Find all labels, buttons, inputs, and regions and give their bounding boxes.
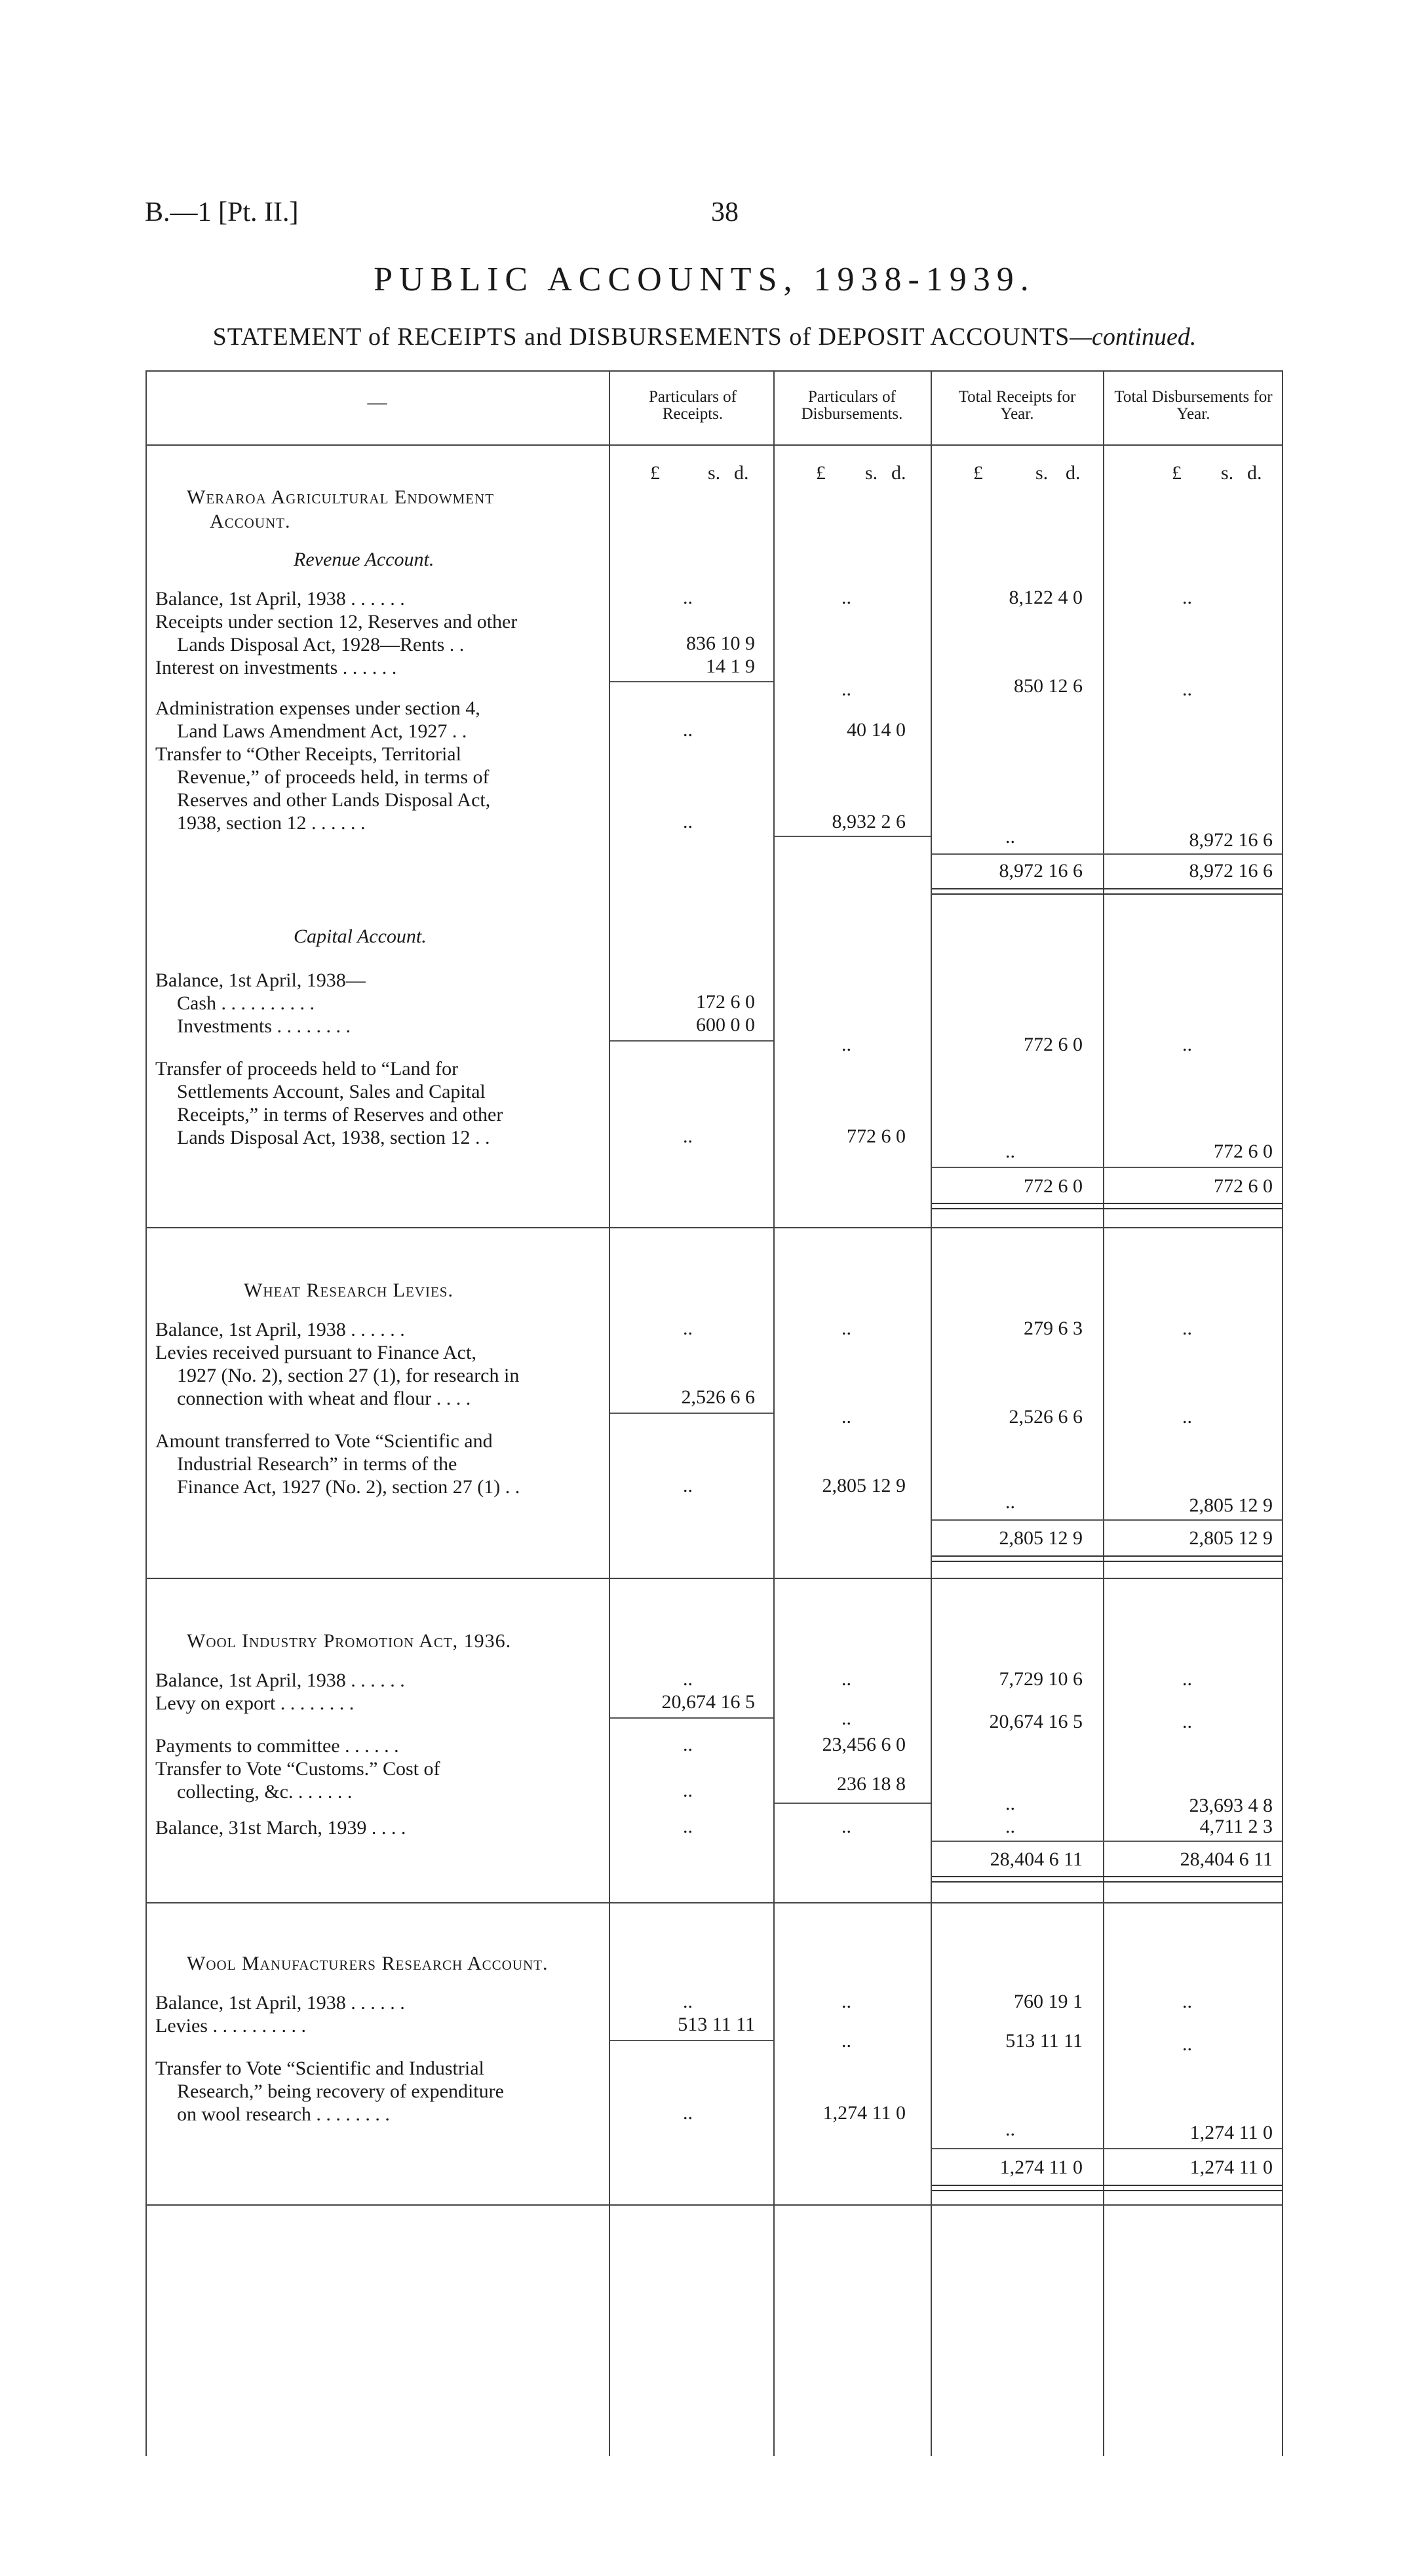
weraroa-cash-label: Cash . . . . . . . . . .: [177, 992, 315, 1014]
wheat-total-rule: [932, 1519, 1282, 1521]
header-receipts: Particulars of Receipts.: [649, 388, 737, 423]
weraroa-capital-heading: Capital Account.: [294, 926, 427, 947]
weraroa-capital-grand-receipts: 772 6 0: [1024, 1175, 1083, 1197]
weraroa-transfer-label-3: Reserves and other Lands Disposal Act,: [177, 789, 491, 811]
weraroa-transfer-amount: 8,932 2 6: [832, 811, 906, 832]
unit-d-receipts: d.: [734, 462, 749, 484]
header-disbursements: Particulars of Disbursements.: [801, 388, 903, 423]
wool-manufacturers-balance-receipts-ditto: ..: [683, 1991, 693, 2012]
wool-industry-balance-end-disb-ditto: ..: [841, 1816, 851, 1837]
wheat-grand-disb: 2,805 12 9: [1189, 1527, 1273, 1549]
weraroa-disb-subtotal-rule: [775, 836, 931, 837]
weraroa-admin-receipts-ditto: ..: [683, 719, 693, 741]
weraroa-investments-amount: 600 0 0: [696, 1014, 755, 1036]
section-divider-wheat: [145, 1227, 1283, 1228]
weraroa-admin-label-1: Administration expenses under section 4,: [155, 697, 480, 719]
weraroa-transfer-total-receipts-ditto: ..: [1005, 826, 1015, 848]
wool-industry-balance-disb-ditto: ..: [841, 1668, 851, 1690]
wool-industry-transfer-receipts-ditto: ..: [683, 1780, 693, 1801]
weraroa-capital-grand-disb: 772 6 0: [1214, 1175, 1273, 1197]
wool-manufacturers-levies-amount: 513 11 11: [678, 2014, 755, 2035]
wheat-receipts-rule: [610, 1413, 773, 1414]
weraroa-capital-total-disb: 772 6 0: [1214, 1141, 1273, 1162]
wool-industry-balance-total-disb-ditto: ..: [1182, 1668, 1192, 1690]
wool-manufacturers-total-levies: 513 11 11: [1005, 2030, 1083, 2052]
weraroa-capital-transfer-label-2: Settlements Account, Sales and Capital: [177, 1081, 486, 1103]
table-left-border: [145, 370, 147, 2456]
wheat-balance-label: Balance, 1st April, 1938 . . . . . .: [155, 1319, 405, 1340]
unit-s-receipts: s.: [708, 462, 721, 484]
table-right-border: [1282, 370, 1283, 2456]
wheat-total-balance: 279 6 3: [1024, 1317, 1083, 1339]
wool-industry-disb-rule: [775, 1803, 931, 1804]
wool-industry-balance-receipts-ditto: ..: [683, 1668, 693, 1690]
section-divider-wool-manufacturers: [145, 1902, 1283, 1903]
unit-d-total-disbursements: d.: [1247, 462, 1262, 484]
column-divider-total-receipts: [931, 370, 932, 2456]
wool-manufacturers-total-disb: 1,274 11 0: [1189, 2122, 1273, 2143]
wool-industry-balance-end-label: Balance, 31st March, 1939 . . . .: [155, 1817, 406, 1839]
weraroa-interest-amount: 14 1 9: [706, 655, 755, 677]
weraroa-capital-transfer-label-3: Receipts,” in terms of Reserves and other: [177, 1104, 503, 1125]
weraroa-rents-amount: 836 10 9: [686, 633, 755, 654]
header-total-disbursements: Total Disbursements for Year.: [1114, 388, 1273, 423]
weraroa-transfer-label-1: Transfer to “Other Receipts, Territorial: [155, 743, 461, 765]
weraroa-heading-line1: Weraroa Agricultural Endowment: [187, 486, 495, 508]
wheat-balance-receipts-ditto: ..: [683, 1317, 693, 1339]
wheat-total-disb: 2,805 12 9: [1189, 1494, 1273, 1516]
weraroa-balance-receipts-ditto: ..: [683, 587, 693, 608]
wool-manufacturers-balance-disb-ditto: ..: [841, 1991, 851, 2012]
weraroa-receipts-subtotal-rule: [610, 681, 773, 682]
table-bottom-rule: [145, 2204, 1283, 2206]
unit-pound-receipts: £: [650, 462, 660, 484]
weraroa-capital-transfer-label-4: Lands Disposal Act, 1938, section 12 . .: [177, 1127, 490, 1148]
weraroa-capital-double-rule: [932, 1203, 1282, 1209]
wool-manufacturers-total-rule: [932, 2148, 1282, 2149]
weraroa-investments-total-disb-ditto: ..: [1182, 1034, 1192, 1055]
weraroa-capital-receipts-rule: [610, 1040, 773, 1042]
weraroa-grand-receipts: 8,972 16 6: [999, 860, 1083, 882]
wool-manufacturers-double-rule: [932, 2185, 1282, 2191]
wool-manufacturers-transfer-amount: 1,274 11 0: [822, 2102, 906, 2124]
weraroa-transfer-receipts-ditto: ..: [683, 811, 693, 832]
weraroa-receipts-label-1: Receipts under section 12, Reserves and other: [155, 611, 518, 633]
unit-d-disbursements: d.: [891, 462, 906, 484]
wheat-amount-total-receipts-ditto: ..: [1005, 1491, 1015, 1513]
statement-subtitle: [0, 322, 1409, 351]
weraroa-capital-transfer-amount: 772 6 0: [847, 1125, 906, 1147]
column-divider-disbursements: [773, 370, 775, 2456]
weraroa-transfer-label-2: Revenue,” of proceeds held, in terms of: [177, 766, 490, 788]
wool-manufacturers-transfer-label-3: on wool research . . . . . . . .: [177, 2103, 390, 2125]
unit-s-total-receipts: s.: [1035, 462, 1049, 484]
weraroa-grand-disb: 8,972 16 6: [1189, 860, 1273, 882]
unit-d-total-receipts: d.: [1066, 462, 1081, 484]
weraroa-total-receipts: 850 12 6: [1014, 675, 1083, 697]
weraroa-interest-label: Interest on investments . . . . . .: [155, 657, 397, 678]
unit-pound-disbursements: £: [816, 462, 826, 484]
wool-industry-balance-label: Balance, 1st April, 1938 . . . . . .: [155, 1669, 405, 1691]
wool-manufacturers-grand-receipts: 1,274 11 0: [999, 2156, 1083, 2178]
subtitle-suffix: —continued.: [1070, 323, 1197, 351]
wool-industry-transfer-label-2: collecting, &c. . . . . . .: [177, 1781, 353, 1803]
wheat-transfer-amount: 2,805 12 9: [822, 1475, 906, 1496]
weraroa-capital-total-receipts: 772 6 0: [1024, 1034, 1083, 1055]
wheat-heading: Wheat Research Levies.: [244, 1279, 454, 1301]
wheat-total-levies: 2,526 6 6: [1009, 1406, 1083, 1428]
weraroa-investments-label: Investments . . . . . . . .: [177, 1015, 351, 1037]
wool-industry-payments-receipts-ditto: ..: [683, 1734, 693, 1755]
wheat-levies-label-2: 1927 (No. 2), section 27 (1), for research in: [177, 1365, 520, 1386]
wheat-levies-label-1: Levies received pursuant to Finance Act,: [155, 1342, 476, 1363]
wool-industry-payments-amount: 23,456 6 0: [822, 1734, 906, 1755]
weraroa-balance-total-disb-ditto: ..: [1182, 587, 1192, 608]
wool-manufacturers-balance-total-disb-ditto: ..: [1182, 1991, 1192, 2012]
deposit-accounts-table: [145, 370, 1284, 2576]
wool-industry-heading: Wool Industry Promotion Act, 1936.: [187, 1630, 512, 1652]
header-bottom-rule: [145, 444, 1283, 446]
wool-industry-levy-total-disb-ditto: ..: [1182, 1711, 1192, 1732]
wheat-amount-label-2: Industrial Research” in terms of the: [177, 1453, 457, 1475]
unit-pound-total-receipts: £: [973, 462, 983, 484]
wheat-levies-disb-ditto: ..: [841, 1406, 851, 1428]
wool-industry-balance-end-amount: 4,711 2 3: [1199, 1816, 1273, 1837]
weraroa-capital-transfer-receipts-ditto: ..: [683, 1125, 693, 1147]
weraroa-investments-disb-ditto: ..: [841, 1034, 851, 1055]
wool-industry-total-disb: 23,693 4 8: [1189, 1795, 1273, 1816]
wool-manufacturers-transfer-label-2: Research,” being recovery of expenditure: [177, 2080, 504, 2102]
weraroa-revenue-heading: Revenue Account.: [294, 549, 434, 570]
weraroa-balance-disb-ditto: ..: [841, 587, 851, 608]
wool-industry-balance-end-total-receipts-ditto: ..: [1005, 1816, 1015, 1837]
weraroa-balance-label: Balance, 1st April, 1938 . . . . . .: [155, 588, 405, 610]
wheat-amount-label-3: Finance Act, 1927 (No. 2), section 27 (1) . .: [177, 1476, 520, 1498]
wool-manufacturers-grand-disb: 1,274 11 0: [1189, 2156, 1273, 2178]
wool-industry-total-rule: [932, 1841, 1282, 1842]
weraroa-admin-label-2: Land Laws Amendment Act, 1927 . .: [177, 720, 467, 742]
wheat-double-rule: [932, 1555, 1282, 1562]
weraroa-revenue-double-rule: [932, 888, 1282, 895]
unit-pound-total-disbursements: £: [1172, 462, 1182, 484]
weraroa-total-disb: 8,972 16 6: [1189, 829, 1273, 851]
unit-s-total-disbursements: s.: [1221, 462, 1234, 484]
wool-industry-levy-label: Levy on export . . . . . . . .: [155, 1692, 355, 1714]
wool-manufacturers-balance-label: Balance, 1st April, 1938 . . . . . .: [155, 1992, 405, 2014]
wool-industry-grand-receipts: 28,404 6 11: [990, 1848, 1083, 1870]
wool-manufacturers-receipts-rule: [610, 2040, 773, 2041]
column-divider-total-disbursements: [1103, 370, 1104, 2456]
document-id: B.—1 [Pt. II.]: [145, 197, 299, 227]
page-number: 38: [711, 197, 739, 227]
wheat-levies-label-3: connection with wheat and flour . . . .: [177, 1388, 471, 1409]
wool-manufacturers-levies-disb-ditto: ..: [841, 2030, 851, 2052]
header-total-receipts: Total Receipts for Year.: [958, 388, 1076, 423]
weraroa-revenue-total-rule: [932, 853, 1282, 855]
wool-industry-receipts-rule: [610, 1717, 773, 1719]
section-divider-wool-industry: [145, 1578, 1283, 1579]
weraroa-interest-total-disb-ditto: ..: [1182, 678, 1192, 700]
weraroa-interest-disb-ditto: ..: [841, 678, 851, 700]
weraroa-total-balance: 8,122 4 0: [1009, 587, 1083, 608]
wheat-amount-receipts-ditto: ..: [683, 1475, 693, 1496]
page-title: PUBLIC ACCOUNTS, 1938-1939.: [374, 261, 1035, 298]
weraroa-transfer-label-4: 1938, section 12 . . . . . .: [177, 812, 366, 834]
wheat-levies-amount: 2,526 6 6: [681, 1386, 755, 1408]
wool-manufacturers-transfer-total-receipts-ditto: ..: [1005, 2118, 1015, 2140]
wool-manufacturers-transfer-receipts-ditto: ..: [683, 2102, 693, 2124]
header-description: —: [367, 391, 387, 413]
wool-industry-transfer-total-receipts-ditto: ..: [1005, 1793, 1015, 1814]
wool-industry-levy-disb-ditto: ..: [841, 1708, 851, 1729]
weraroa-capital-transfer-label-1: Transfer of proceeds held to “Land for: [155, 1058, 459, 1080]
weraroa-admin-amount: 40 14 0: [847, 719, 906, 741]
subtitle-main: STATEMENT of RECEIPTS and DISBURSEMENTS of DEPOSIT ACCOUNTS: [212, 323, 1070, 351]
header-top-rule: [145, 370, 1283, 372]
wheat-levies-total-disb-ditto: ..: [1182, 1406, 1192, 1428]
wheat-balance-total-disb-ditto: ..: [1182, 1317, 1192, 1339]
wool-industry-grand-disb: 28,404 6 11: [1180, 1848, 1273, 1870]
weraroa-heading-line2: Account.: [210, 511, 291, 532]
weraroa-cash-amount: 172 6 0: [696, 991, 755, 1013]
wool-manufacturers-total-balance: 760 19 1: [1014, 1991, 1083, 2012]
weraroa-receipts-label-2: Lands Disposal Act, 1928—Rents . .: [177, 634, 465, 655]
wheat-grand-receipts: 2,805 12 9: [999, 1527, 1083, 1549]
wool-manufacturers-levies-label: Levies . . . . . . . . . .: [155, 2015, 306, 2037]
wheat-amount-label-1: Amount transferred to Vote “Scientific and: [155, 1430, 493, 1452]
weraroa-capital-total-rule: [932, 1167, 1282, 1168]
wool-industry-transfer-label-1: Transfer to Vote “Customs.” Cost of: [155, 1758, 440, 1780]
weraroa-capital-transfer-total-receipts-ditto: ..: [1005, 1141, 1015, 1162]
wool-industry-levy-amount: 20,674 16 5: [661, 1691, 755, 1713]
wool-industry-total-levy: 20,674 16 5: [989, 1711, 1083, 1732]
wool-industry-transfer-amount: 236 18 8: [837, 1773, 906, 1795]
wool-manufacturers-levies-total-disb-ditto: ..: [1182, 2033, 1192, 2055]
wool-industry-payments-label: Payments to committee . . . . . .: [155, 1735, 399, 1757]
wool-industry-total-balance: 7,729 10 6: [999, 1668, 1083, 1690]
weraroa-capital-balance-label: Balance, 1st April, 1938—: [155, 969, 366, 991]
wool-manufacturers-transfer-label-1: Transfer to Vote “Scientific and Industrial: [155, 2058, 484, 2079]
wheat-balance-disb-ditto: ..: [841, 1317, 851, 1339]
wool-industry-balance-end-receipts-ditto: ..: [683, 1816, 693, 1837]
wool-manufacturers-heading: Wool Manufacturers Research Account.: [187, 1953, 549, 1974]
unit-s-disbursements: s.: [865, 462, 878, 484]
wool-industry-double-rule: [932, 1876, 1282, 1883]
